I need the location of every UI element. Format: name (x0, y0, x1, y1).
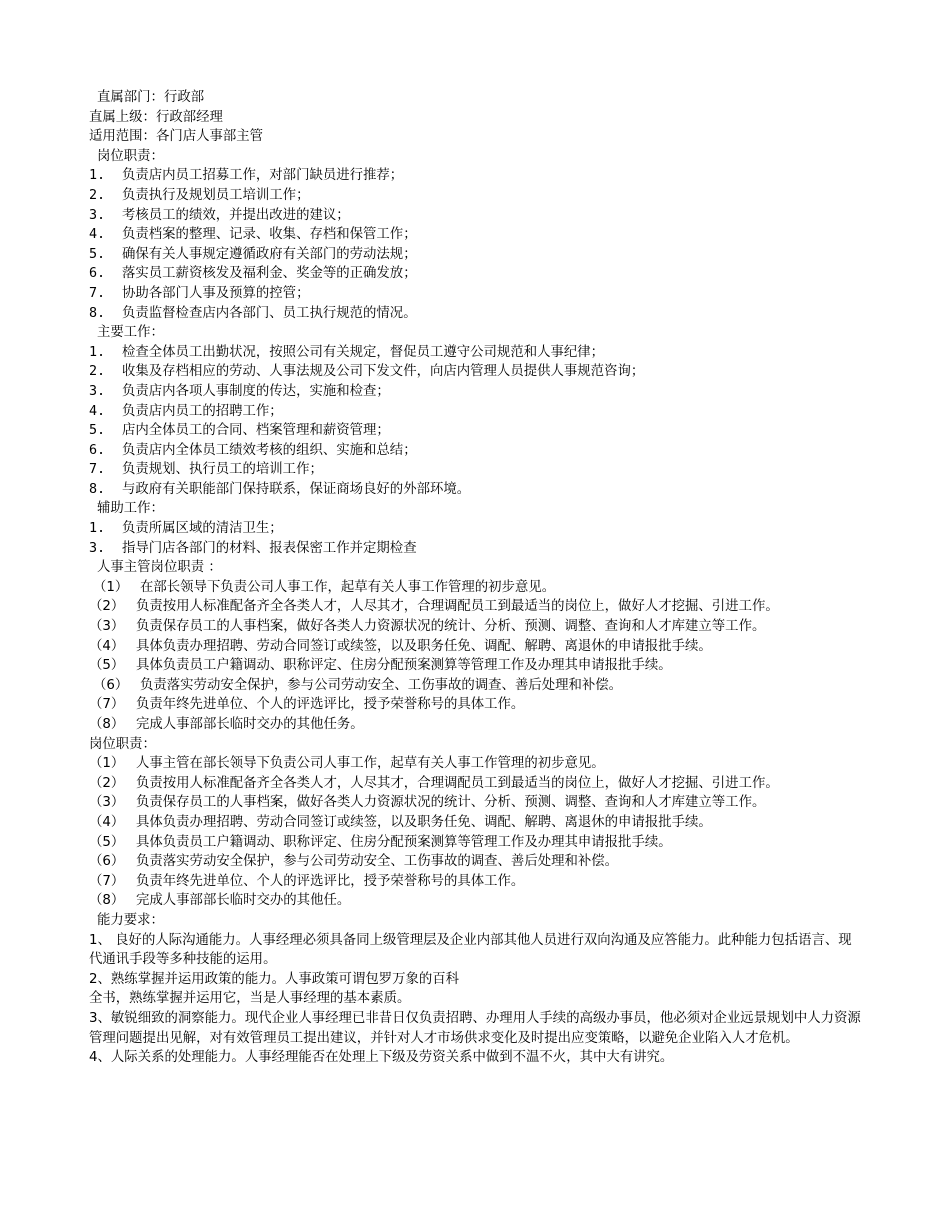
main-work-item (89, 362, 864, 382)
supervisor-duty-item (89, 676, 864, 696)
duty-number: 5. (89, 246, 106, 262)
duty-item (89, 245, 864, 265)
supervisor-duty-number: （3） (89, 619, 125, 635)
main-work-number: 2. (89, 364, 106, 380)
supervisor-duty-number: （5） (89, 658, 125, 674)
duty-text: 考核员工的绩效，并提出改进的建议； (122, 207, 350, 223)
main-work-number: 6. (89, 442, 106, 458)
main-work-item (89, 343, 864, 363)
supervisor-duty-text: 具体负责办理招聘、劳动合同签订或续签，以及职务任免、调配、解聘、离退休的申请报批手续。 (136, 638, 712, 654)
supervisor-duty-text: 负责落实劳动安全保护，参与公司劳动安全、工伤事故的调查、善后处理和补偿。 (140, 677, 623, 693)
main-work-item (89, 441, 864, 461)
supervisor-duty-item (89, 637, 864, 657)
duty-item (89, 284, 864, 304)
duty-number: 3. (89, 207, 106, 223)
duty-item (89, 264, 864, 284)
duty-text: 负责监督检查店内各部门、员工执行规范的情况。 (122, 305, 417, 321)
position-duty-number: （8） (89, 893, 125, 909)
duty-number: 4. (89, 227, 106, 243)
duty-item (89, 225, 864, 245)
position-duty-item (89, 872, 864, 892)
main-work-title: 主要工作： (97, 325, 164, 341)
position-duty-item (89, 813, 864, 833)
supervisor-duty-text: 负责按用人标准配备齐全各类人才，人尽其才，合理调配员工到最适当的岗位上，做好人才挖掘、引进工作。 (136, 599, 779, 615)
supervisor-duty-text: 在部长领导下负责公司人事工作，起草有关人事工作管理的初步意见。 (140, 579, 556, 595)
duty-item (89, 166, 864, 186)
supervisor-duty-text: 负责年终先进单位、个人的评选评比，授予荣誉称号的具体工作。 (136, 697, 525, 713)
position-duty-item (89, 833, 864, 853)
position-duty-number: （1） (89, 756, 125, 772)
position-duty-item (89, 891, 864, 911)
supervisor-duty-number: （1） (93, 579, 129, 595)
ability-paragraph-4: 4、人际关系的处理能力。人事经理能否在处理上下级及劳资关系中做到不温不火，其中大有讲究。 (89, 1050, 674, 1066)
position-duty-item (89, 852, 864, 872)
position-duty-item (89, 774, 864, 794)
main-work-text: 负责店内员工的招聘工作； (122, 403, 283, 419)
position-duty-text: 完成人事部部长临时交办的其他任。 (136, 893, 351, 909)
position-duty-text: 负责落实劳动安全保护，参与公司劳动安全、工伤事故的调查、善后处理和补偿。 (136, 854, 619, 870)
position-duty-text: 负责按用人标准配备齐全各类人才，人尽其才，合理调配员工到最适当的岗位上，做好人才挖掘、引进工作。 (136, 775, 779, 791)
ability-title: 能力要求： (97, 912, 164, 928)
main-work-item (89, 402, 864, 422)
duty-item (89, 206, 864, 226)
duty-number: 2. (89, 187, 106, 203)
supervisor-duty-item (89, 597, 864, 617)
duty-text: 负责档案的整理、记录、收集、存档和保管工作； (122, 227, 417, 243)
supervisor-duty-item (89, 578, 864, 598)
dept-line: 直属部门：行政部 (97, 90, 205, 105)
duty-text: 协助各部门人事及预算的控管； (122, 285, 310, 301)
supervisor-duty-number: （6） (93, 677, 129, 693)
supervisor-duties-title: 人事主管岗位职责 ： (97, 560, 222, 576)
main-work-item (89, 480, 864, 500)
position-duty-number: （4） (89, 814, 125, 830)
duties-title: 岗位职责： (97, 148, 164, 164)
position-duty-item (89, 754, 864, 774)
scope-line: 适用范围：各门店人事部主管 (89, 129, 264, 145)
main-work-item (89, 421, 864, 441)
main-work-text: 负责店内各项人事制度的传达，实施和检查； (122, 383, 390, 399)
position-duty-text: 人事主管在部长领导下负责公司人事工作，起草有关人事工作管理的初步意见。 (136, 756, 605, 772)
aux-work-title: 辅助工作： (97, 501, 164, 517)
duty-text: 落实员工薪资核发及福利金、奖金等的正确发放； (122, 266, 417, 282)
superior-line: 直属上级：行政部经理 (89, 109, 223, 125)
main-work-text: 与政府有关职能部门保持联系，保证商场良好的外部环境。 (122, 481, 471, 497)
supervisor-duty-item (89, 695, 864, 715)
aux-work-item (89, 539, 864, 559)
aux-work-number: 1. (89, 521, 106, 537)
aux-work-number: 3. (89, 540, 106, 556)
main-work-number: 5. (89, 423, 106, 439)
duty-number: 1. (89, 168, 106, 184)
aux-work-text: 指导门店各部门的材料、报表保密工作并定期检查 (122, 540, 417, 556)
aux-work-item (89, 519, 864, 539)
position-duty-text: 具体负责员工户籍调动、职称评定、住房分配预案测算等管理工作及办理其申请报批手续。 (136, 834, 672, 850)
duty-number: 7. (89, 285, 106, 301)
main-work-text: 负责店内全体员工绩效考核的组织、实施和总结； (122, 442, 417, 458)
position-duty-number: （6） (89, 854, 125, 870)
main-work-number: 8. (89, 481, 106, 497)
ability-paragraph-2b: 全书，熟练掌握并运用它，当是人事经理的基本素质。 (89, 991, 411, 1007)
supervisor-duty-text: 负责保存员工的人事档案，做好各类人力资源状况的统计、分析、预测、调整、查询和人才库建立等工作。 (136, 619, 766, 635)
position-duties-title: 岗位职责： (89, 736, 156, 752)
supervisor-duty-item (89, 617, 864, 637)
position-duty-item (89, 793, 864, 813)
duty-text: 负责店内员工招募工作，对部门缺员进行推荐； (122, 168, 404, 184)
supervisor-duty-number: （7） (89, 697, 125, 713)
position-duty-number: （3） (89, 795, 125, 811)
duty-text: 确保有关人事规定遵循政府有关部门的劳动法规； (122, 246, 417, 262)
duty-number: 8. (89, 305, 106, 321)
duty-text: 负责执行及规划员工培训工作； (122, 187, 310, 203)
main-work-text: 检查全体员工出勤状况，按照公司有关规定，督促员工遵守公司规范和人事纪律； (122, 344, 605, 360)
main-work-item (89, 382, 864, 402)
main-work-text: 收集及存档相应的劳动、人事法规及公司下发文件，向店内管理人员提供人事规范咨询； (122, 364, 645, 380)
supervisor-duty-item (89, 715, 864, 735)
main-work-item (89, 460, 864, 480)
supervisor-duty-text: 具体负责员工户籍调动、职称评定、住房分配预案测算等管理工作及办理其申请报批手续。 (136, 658, 672, 674)
ability-paragraph-1: 1、 良好的人际沟通能力。人事经理必须具备同上级管理层及企业内部其他人员进行双向沟通及应答能力。此种能力包括语言、现代通讯手段等多种技能的运用。 (89, 932, 852, 968)
position-duty-text: 负责年终先进单位、个人的评选评比，授予荣誉称号的具体工作。 (136, 873, 525, 889)
main-work-number: 3. (89, 383, 106, 399)
position-duty-text: 具体负责办理招聘、劳动合同签订或续签，以及职务任免、调配、解聘、离退休的申请报批手续。 (136, 814, 712, 830)
supervisor-duty-item (89, 656, 864, 676)
main-work-text: 负责规划、执行员工的培训工作； (122, 462, 323, 478)
position-duty-number: （7） (89, 873, 125, 889)
main-work-text: 店内全体员工的合同、档案管理和薪资管理； (122, 423, 390, 439)
position-duty-number: （5） (89, 834, 125, 850)
supervisor-duty-number: （2） (89, 599, 125, 615)
supervisor-duty-number: （4） (89, 638, 125, 654)
ability-paragraph-3: 3、敏锐细致的洞察能力。现代企业人事经理已非昔日仅负责招聘、办理用人手续的高级办事员，他必须对企业远景规划中人力资源管理问题提出见解，对有效管理员工提出建议，并针对人才市场供求变化及时提出应变策略，以避免企业陷入人才危机。 (89, 1010, 861, 1046)
duty-item (89, 304, 864, 324)
aux-work-text: 负责所属区域的清洁卫生； (122, 521, 283, 537)
main-work-number: 4. (89, 403, 106, 419)
main-work-number: 1. (89, 344, 106, 360)
position-duty-number: （2） (89, 775, 125, 791)
duty-number: 6. (89, 266, 106, 282)
supervisor-duty-text: 完成人事部部长临时交办的其他任务。 (136, 717, 364, 732)
document-page (89, 88, 864, 1068)
position-duty-text: 负责保存员工的人事档案，做好各类人力资源状况的统计、分析、预测、调整、查询和人才库建立等工作。 (136, 795, 766, 811)
main-work-number: 7. (89, 462, 106, 478)
supervisor-duty-number: （8） (89, 717, 125, 732)
ability-paragraph-2a: 2、熟练掌握并运用政策的能力。人事政策可谓包罗万象的百科 (89, 971, 460, 987)
duty-item (89, 186, 864, 206)
